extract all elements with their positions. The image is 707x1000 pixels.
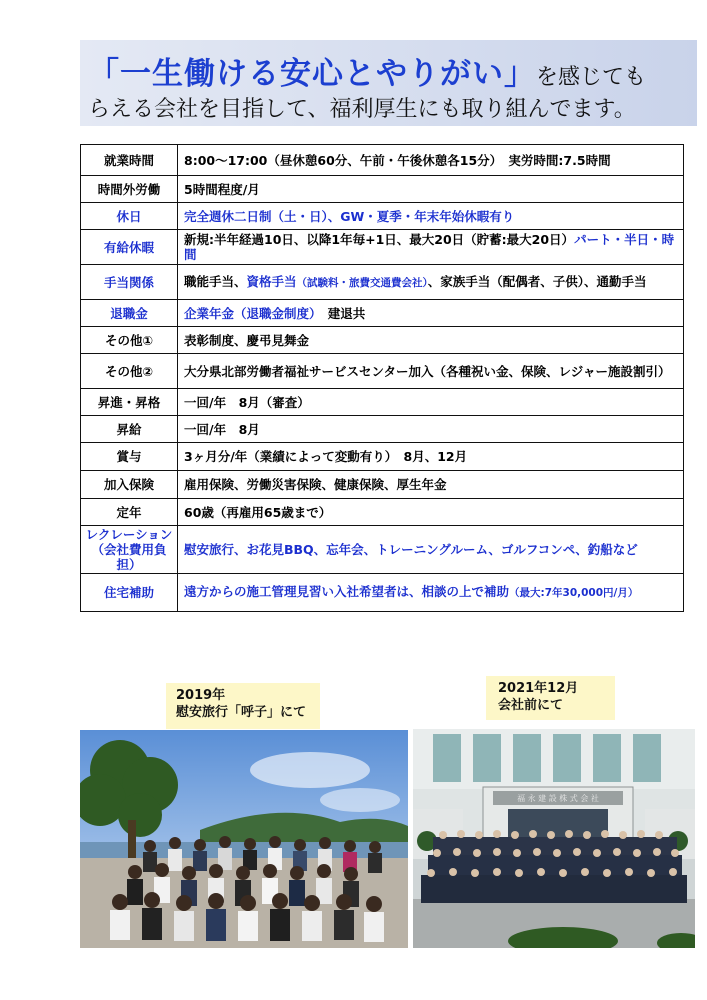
benefit-label: 有給休暇 (81, 230, 178, 265)
benefit-row (81, 416, 684, 443)
benefit-value (178, 443, 684, 471)
benefit-value (178, 416, 684, 443)
benefit-value-segment: 完全週休二日制（土・日）、GW・夏季・年末年始休暇有り (184, 208, 515, 224)
benefit-label: 加入保険 (81, 471, 178, 499)
benefit-value-segment: 新規:半年経過10日、以降1年毎+1日、最大20日（貯蓄:最大20日） (184, 232, 575, 247)
benefit-value (178, 300, 684, 327)
benefit-label: 時間外労働 (81, 176, 178, 203)
benefit-value (178, 327, 684, 354)
company-group-photo (413, 729, 695, 948)
benefit-label: その他② (81, 354, 178, 389)
benefit-row (81, 354, 684, 389)
photo2-caption (486, 676, 615, 720)
benefit-row (81, 574, 684, 612)
benefit-value-segment: （最大:7年30,000円/月） (509, 587, 639, 599)
benefit-label: 定年 (81, 499, 178, 526)
benefit-value-segment: 企業年金（退職金制度） (184, 305, 316, 321)
benefit-label: 休日 (81, 203, 178, 230)
benefit-value (178, 203, 684, 230)
benefit-value (178, 389, 684, 416)
benefit-value-segment: （試験料・旅費交通費会社） (296, 276, 428, 289)
headline-banner (80, 40, 697, 126)
benefit-value (178, 176, 684, 203)
benefit-value (178, 499, 684, 526)
benefit-row (81, 499, 684, 526)
photo1-caption-text: 慰安旅行「呼子」にて (176, 705, 307, 720)
benefit-row (81, 230, 684, 265)
photo2-caption-year: 2021年12月 (498, 681, 579, 696)
benefit-value-segment: 8:00〜17:00（昼休憩60分、午前・午後休憩各15分） 実労時間:7.5時間 (184, 152, 611, 168)
benefit-value-segment: 一回/年 8月 (184, 421, 260, 437)
benefits-table (80, 144, 684, 612)
benefit-row (81, 471, 684, 499)
headline-line1 (88, 48, 646, 93)
benefit-label: レクレーション（会社費用負担） (81, 526, 178, 574)
benefit-label: 就業時間 (81, 145, 178, 176)
benefit-row (81, 203, 684, 230)
benefit-value-segment: 遠方からの施工管理見習い入社希望者は、相談の上で補助 (184, 584, 510, 599)
benefit-label: 賞与 (81, 443, 178, 471)
benefit-value-segment: 雇用保険、労働災害保険、健康保険、厚生年金 (184, 477, 447, 492)
benefit-value-segment: 大分県北部労働者福祉サービスセンター加入（各種祝い金、保険、レジャー施設割引） (184, 363, 671, 379)
benefit-label: 昇進・昇格 (81, 389, 178, 416)
benefit-row (81, 300, 684, 327)
benefit-row (81, 145, 684, 176)
benefit-value (178, 265, 684, 300)
benefit-value (178, 574, 684, 612)
benefit-value (178, 145, 684, 176)
benefit-value-segment: 資格手当 (246, 273, 297, 289)
benefit-value-segment: 建退共 (315, 305, 366, 321)
benefit-value-segment: 表彰制度、慶弔見舞金 (184, 332, 310, 348)
company-photo-image (413, 729, 695, 948)
benefit-value-segment: 、家族手当（配偶者、子供）、通勤手当 (427, 273, 647, 289)
benefit-label: 退職金 (81, 300, 178, 327)
benefit-value (178, 230, 684, 265)
benefit-value-segment: 慰安旅行、お花見BBQ、忘年会、トレーニングルーム、ゴルフコンペ、釣船など (184, 542, 638, 557)
headline-emphasis: 「一生働ける安心とやりがい」 (88, 56, 536, 92)
benefit-row (81, 526, 684, 574)
photo2-caption-text: 会社前にて (498, 698, 564, 713)
benefit-row (81, 389, 684, 416)
photo1-caption-year: 2019年 (176, 688, 226, 703)
benefit-value-segment: 一回/年 8月（審査） (184, 394, 310, 410)
benefit-value (178, 354, 684, 389)
benefit-row (81, 327, 684, 354)
benefit-value (178, 471, 684, 499)
photo1-caption (166, 683, 320, 729)
benefit-value-segment: 60歳（再雇用65歳まで） (184, 504, 332, 520)
benefit-row (81, 176, 684, 203)
benefit-row (81, 443, 684, 471)
benefit-value (178, 526, 684, 574)
benefit-label: 昇給 (81, 416, 178, 443)
benefit-label: その他① (81, 327, 178, 354)
benefit-label: 住宅補助 (81, 574, 178, 612)
building-sign: 福 永 建 設 株 式 会 社 (517, 794, 599, 803)
benefit-value-segment: パート・半日・時間 (184, 232, 675, 262)
headline-line2: らえる会社を目指して、福利厚生にも取り組んでます。 (88, 97, 636, 122)
benefit-value-segment: 5時間程度/月 (184, 181, 260, 197)
trip-group-photo (80, 730, 408, 948)
benefit-row (81, 265, 684, 300)
headline-continuation: を感じても (536, 65, 647, 90)
benefit-label: 手当関係 (81, 265, 178, 300)
benefit-value-segment: 3ヶ月分/年（業績によって変動有り） 8月、12月 (184, 449, 468, 464)
trip-photo-image (80, 730, 408, 948)
benefit-value-segment: 職能手当、 (184, 273, 247, 289)
